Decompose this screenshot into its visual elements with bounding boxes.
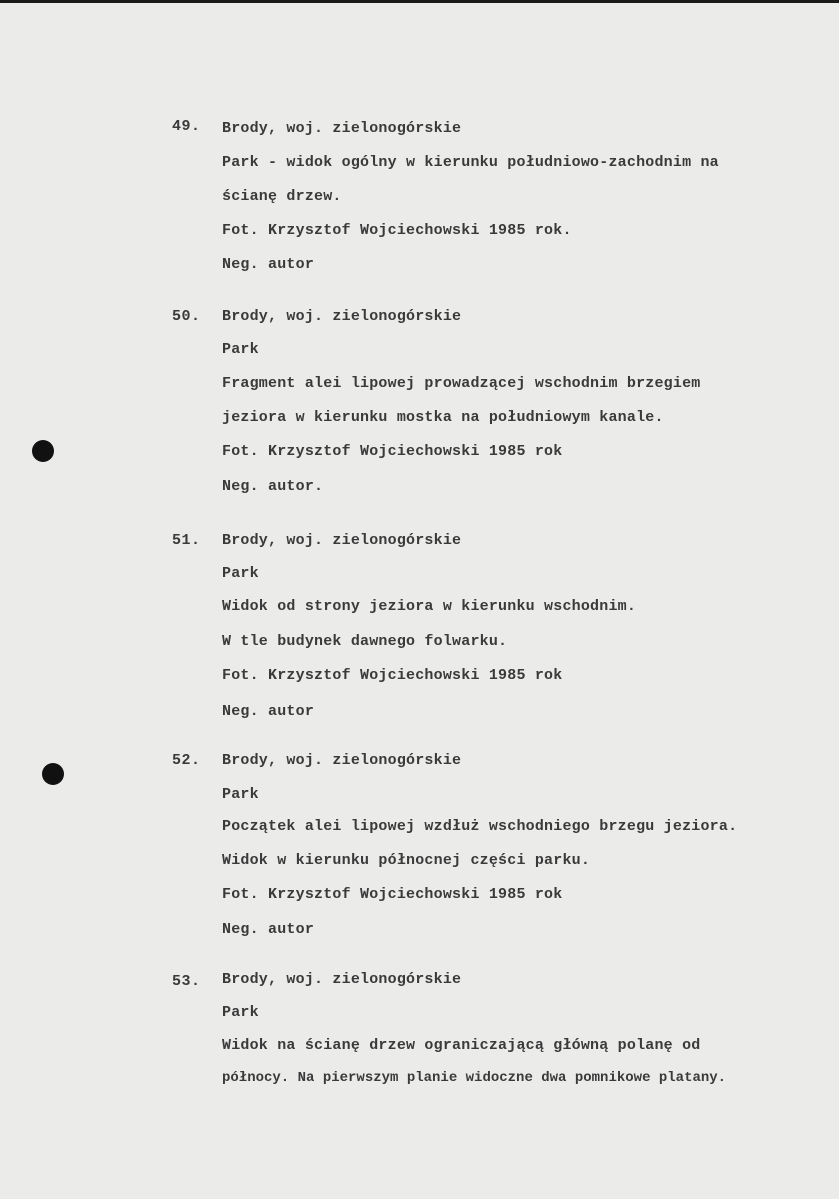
entry-subject: Park <box>222 341 259 358</box>
entry-number: 52. <box>172 752 201 769</box>
entry-location: Brody, woj. zielonogórskie <box>222 752 462 769</box>
entry-location: Brody, woj. zielonogórskie <box>222 532 462 549</box>
entry-location: Brody, woj. zielonogórskie <box>222 120 462 137</box>
punch-hole-upper <box>32 440 54 462</box>
entry-photographer: Fot. Krzysztof Wojciechowski 1985 rok <box>222 667 563 684</box>
entry-subject: Park <box>222 1004 259 1021</box>
entry-photographer: Fot. Krzysztof Wojciechowski 1985 rok <box>222 443 563 460</box>
entry-negative: Neg. autor <box>222 921 315 938</box>
entry-description: Fragment alei lipowej prowadzącej wschodnim brzegiem <box>222 375 701 392</box>
entry-location: Brody, woj. zielonogórskie <box>222 308 462 325</box>
entry-photographer: Fot. Krzysztof Wojciechowski 1985 rok <box>222 886 563 903</box>
entry-description: Początek alei lipowej wzdłuż wschodniego brzegu jeziora. <box>222 818 738 835</box>
punch-hole-lower <box>42 763 64 785</box>
entry-photographer: Fot. Krzysztof Wojciechowski 1985 rok. <box>222 222 572 239</box>
entry-number: 50. <box>172 308 201 325</box>
entry-description: W tle budynek dawnego folwarku. <box>222 633 508 650</box>
entry-description: północy. Na pierwszym planie widoczne dwa pomnikowe platany. <box>222 1070 727 1086</box>
entry-description: Widok od strony jeziora w kierunku wschodnim. <box>222 598 637 615</box>
entry-negative: Neg. autor <box>222 256 315 273</box>
entry-location: Brody, woj. zielonogórskie <box>222 971 462 988</box>
entry-description: Park - widok ogólny w kierunku południowo-zachodnim na <box>222 154 719 171</box>
entry-description: Widok na ścianę drzew ograniczającą główną polanę od <box>222 1037 701 1054</box>
entry-negative: Neg. autor. <box>222 478 324 495</box>
entry-description: jeziora w kierunku mostka na południowym kanale. <box>222 409 664 426</box>
entry-description: ścianę drzew. <box>222 188 342 205</box>
entry-subject: Park <box>222 786 259 803</box>
entry-number: 53. <box>172 973 201 990</box>
entry-negative: Neg. autor <box>222 703 315 720</box>
entry-number: 51. <box>172 532 201 549</box>
entry-subject: Park <box>222 565 259 582</box>
entry-description: Widok w kierunku północnej części parku. <box>222 852 591 869</box>
entry-number: 49. <box>172 118 201 135</box>
page-top-edge <box>0 0 839 3</box>
